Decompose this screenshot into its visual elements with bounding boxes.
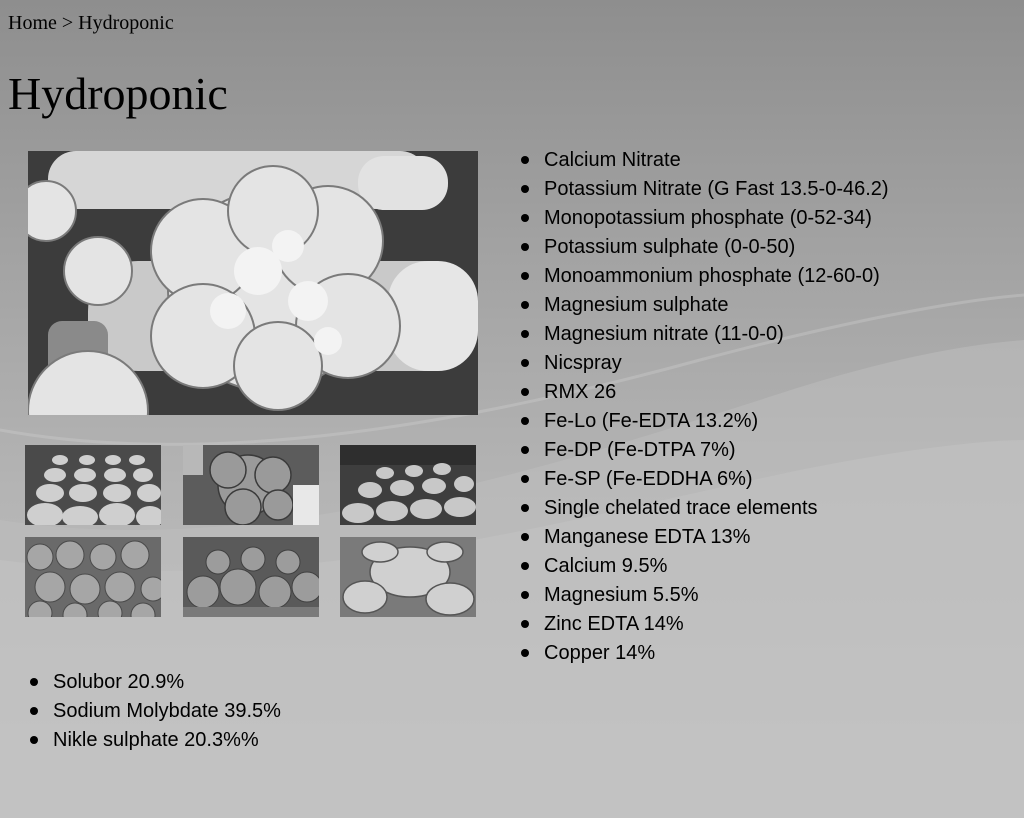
- thumbnail-5[interactable]: [183, 537, 319, 617]
- list-item: Calcium 9.5%: [519, 556, 889, 585]
- thumbnail-3[interactable]: [340, 445, 476, 525]
- list-item: Magnesium 5.5%: [519, 585, 889, 614]
- list-item: Manganese EDTA 13%: [519, 527, 889, 556]
- list-item: Single chelated trace elements: [519, 498, 889, 527]
- lettuce-main-photo[interactable]: [28, 151, 478, 415]
- list-item: Zinc EDTA 14%: [519, 614, 889, 643]
- page-title: Hydroponic: [8, 68, 228, 119]
- list-item: Magnesium nitrate (11-0-0): [519, 324, 889, 353]
- list-item: Magnesium sulphate: [519, 295, 889, 324]
- thumbnail-2[interactable]: [183, 445, 319, 525]
- list-item: Monopotassium phosphate (0-52-34): [519, 208, 889, 237]
- list-item: Nikle sulphate 20.3%%: [28, 730, 281, 759]
- breadcrumb-current: Hydroponic: [78, 12, 174, 34]
- list-item: Copper 14%: [519, 643, 889, 672]
- list-item: Sodium Molybdate 39.5%: [28, 701, 281, 730]
- list-item: Monoammonium phosphate (12-60-0): [519, 266, 889, 295]
- list-item: Solubor 20.9%: [28, 672, 281, 701]
- list-item: Calcium Nitrate: [519, 150, 889, 179]
- secondary-product-list: [28, 672, 281, 759]
- product-list: [519, 150, 889, 672]
- breadcrumb-home-link[interactable]: Home: [8, 12, 57, 34]
- thumbnail-6[interactable]: [340, 537, 476, 617]
- list-item: Fe-SP (Fe-EDDHA 6%): [519, 469, 889, 498]
- list-item: Fe-Lo (Fe-EDTA 13.2%): [519, 411, 889, 440]
- list-item: Potassium Nitrate (G Fast 13.5-0-46.2): [519, 179, 889, 208]
- list-item: Fe-DP (Fe-DTPA 7%): [519, 440, 889, 469]
- list-item: Nicspray: [519, 353, 889, 382]
- list-item: Potassium sulphate (0-0-50): [519, 237, 889, 266]
- list-item: RMX 26: [519, 382, 889, 411]
- breadcrumb: [8, 12, 174, 35]
- breadcrumb-separator: >: [61, 12, 74, 34]
- thumbnail-1[interactable]: [25, 445, 161, 525]
- thumbnail-4[interactable]: [25, 537, 161, 617]
